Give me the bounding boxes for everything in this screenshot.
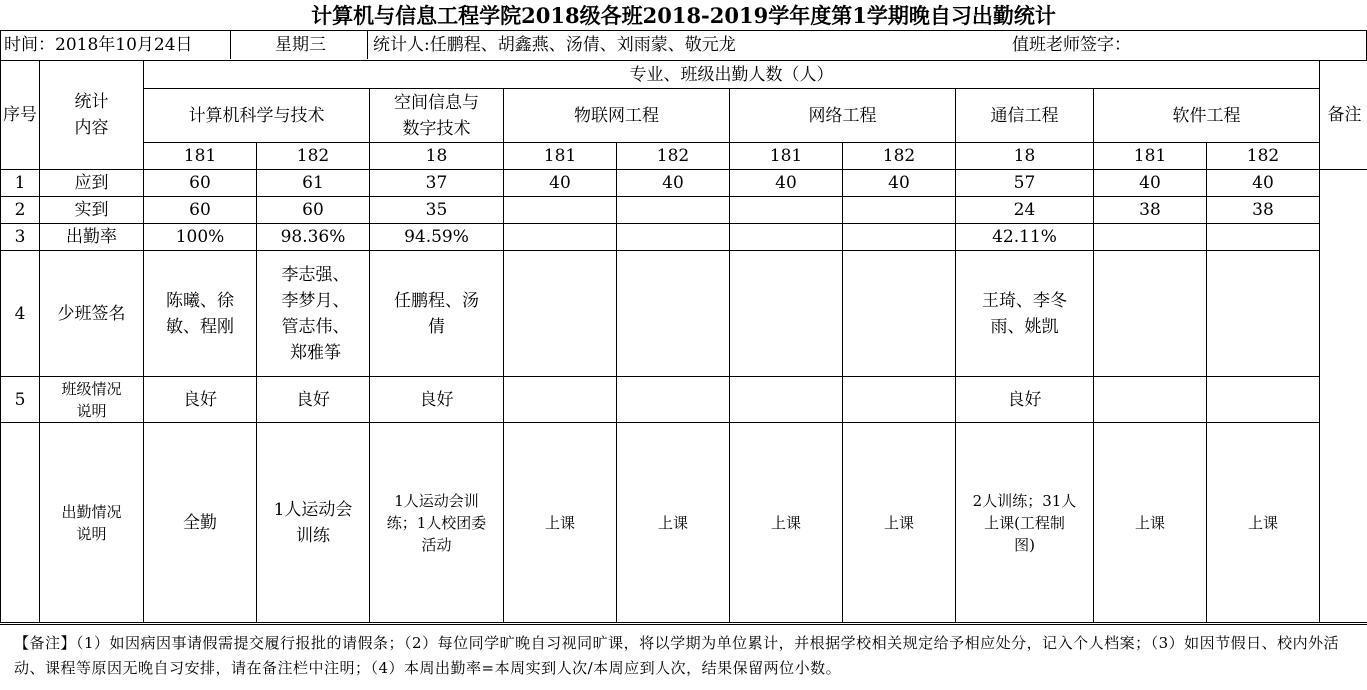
table-row [1, 197, 1367, 224]
row-label: 应到 [40, 170, 144, 197]
table-cell: 良好 [370, 377, 504, 423]
table-cell [504, 224, 617, 251]
group-header: 专业、班级出勤人数（人） [144, 61, 1320, 89]
table-cell: 98.36% [257, 224, 370, 251]
table-cell: 1人运动会 训练 [257, 423, 370, 623]
class-header: 18 [956, 143, 1094, 170]
table-cell [1094, 377, 1207, 423]
row-label: 实到 [40, 197, 144, 224]
table-cell [843, 197, 956, 224]
header-row-majors [1, 89, 1367, 143]
table-cell: 上课 [843, 423, 956, 623]
info-divider [367, 31, 368, 59]
table-cell [730, 377, 843, 423]
table-cell [504, 197, 617, 224]
major-header: 物联网工程 [504, 89, 730, 143]
table-cell: 2人训练；31人 上课(工程制 图) [956, 423, 1094, 623]
table-cell [730, 197, 843, 224]
class-header: 182 [257, 143, 370, 170]
table-cell: 王琦、李冬 雨、姚凯 [956, 251, 1094, 377]
table-cell [617, 224, 730, 251]
footnote: 【备注】（1）如因病因事请假需提交履行报批的请假条；（2）每位同学旷晚自习视同旷课，将以学期为单位累计，并根据学校相关规定给予相应处分，记入个人档案；（3）如因节假日、校内外活动、课程等原因无晚自习安排，请在备注栏中注明；（4）本周出勤率=本周实到人次/本周应到人次，结果保留两位小数。 [0, 624, 1367, 690]
table-cell: 35 [370, 197, 504, 224]
table-cell [1094, 224, 1207, 251]
header-row-1 [1, 61, 1367, 89]
class-header: 182 [843, 143, 956, 170]
table-cell: 良好 [956, 377, 1094, 423]
class-header: 182 [1207, 143, 1320, 170]
table-cell: 57 [956, 170, 1094, 197]
table-cell: 上课 [1207, 423, 1320, 623]
table-row [1, 251, 1367, 377]
major-header: 通信工程 [956, 89, 1094, 143]
table-cell: 100% [144, 224, 257, 251]
table-cell [843, 251, 956, 377]
info-divider [230, 31, 231, 59]
statisticians-text: 统计人:任鹏程、胡鑫燕、汤倩、刘雨蒙、敬元龙 [373, 35, 736, 55]
table-cell [617, 197, 730, 224]
table-cell: 40 [504, 170, 617, 197]
row-label: 出勤情况 说明 [40, 423, 144, 623]
major-header: 网络工程 [730, 89, 956, 143]
table-cell: 1人运动会训 练；1人校团委 活动 [370, 423, 504, 623]
table-cell [1094, 251, 1207, 377]
class-header: 181 [1094, 143, 1207, 170]
table-row [1, 224, 1367, 251]
table-cell: 60 [257, 197, 370, 224]
table-cell: 陈曦、徐 敏、程刚 [144, 251, 257, 377]
class-header: 181 [144, 143, 257, 170]
table-cell: 上课 [504, 423, 617, 623]
page-title: 计算机与信息工程学院2018级各班2018-2019学年度第1学期晚自习出勤统计 [311, 3, 1056, 28]
remark-header: 备注 [1320, 61, 1367, 170]
table-cell [617, 251, 730, 377]
table-cell: 38 [1207, 197, 1320, 224]
seq-header: 序号 [1, 61, 40, 170]
table-cell [843, 377, 956, 423]
table-cell: 37 [370, 170, 504, 197]
content-header: 统计 内容 [40, 61, 144, 170]
table-cell: 良好 [257, 377, 370, 423]
info-line [0, 30, 1367, 58]
table-cell [1207, 224, 1320, 251]
table-cell [730, 224, 843, 251]
table-row [1, 170, 1367, 197]
info-border-left [0, 30, 1, 60]
date-text: 时间：2018年10月24日 [4, 35, 193, 55]
table-cell: 李志强、 李梦月、 管志伟、 郑雅筝 [257, 251, 370, 377]
major-header: 空间信息与 数字技术 [370, 89, 504, 143]
row-label: 班级情况 说明 [40, 377, 144, 423]
table-cell: 良好 [144, 377, 257, 423]
attendance-table [0, 60, 1367, 623]
table-cell: 40 [1094, 170, 1207, 197]
info-border-top [0, 30, 1367, 31]
table-cell [843, 224, 956, 251]
class-header: 18 [370, 143, 504, 170]
table-cell: 40 [617, 170, 730, 197]
table-row [1, 423, 1367, 623]
table-cell: 40 [730, 170, 843, 197]
table-cell: 24 [956, 197, 1094, 224]
row-label: 出勤率 [40, 224, 144, 251]
table-cell: 38 [1094, 197, 1207, 224]
table-cell: 42.11% [956, 224, 1094, 251]
row-number: 5 [1, 377, 40, 423]
class-header: 182 [617, 143, 730, 170]
table-cell: 40 [843, 170, 956, 197]
row-number: 2 [1, 197, 40, 224]
table-cell [617, 377, 730, 423]
row-number: 4 [1, 251, 40, 377]
table-cell [504, 251, 617, 377]
row-label: 少班签名 [40, 251, 144, 377]
row-number: 1 [1, 170, 40, 197]
table-cell: 上课 [617, 423, 730, 623]
header-row-classes [1, 143, 1367, 170]
table-cell: 全勤 [144, 423, 257, 623]
table-cell: 60 [144, 170, 257, 197]
remark-cell [1320, 170, 1367, 623]
table-cell: 40 [1207, 170, 1320, 197]
weekday-text: 星期三 [275, 35, 326, 55]
table-cell: 61 [257, 170, 370, 197]
table-cell [1207, 251, 1320, 377]
teacher-sign-label: 值班老师签字： [1012, 35, 1131, 55]
table-cell: 任鹏程、汤 倩 [370, 251, 504, 377]
row-number: 3 [1, 224, 40, 251]
class-header: 181 [504, 143, 617, 170]
table-cell: 上课 [1094, 423, 1207, 623]
class-header: 181 [730, 143, 843, 170]
table-cell: 上课 [730, 423, 843, 623]
row-number [1, 423, 40, 623]
table-cell [730, 251, 843, 377]
major-header: 软件工程 [1094, 89, 1320, 143]
major-header: 计算机科学与技术 [144, 89, 370, 143]
table-row [1, 377, 1367, 423]
table-cell [1207, 377, 1320, 423]
table-cell: 94.59% [370, 224, 504, 251]
table-cell: 60 [144, 197, 257, 224]
table-cell [504, 377, 617, 423]
